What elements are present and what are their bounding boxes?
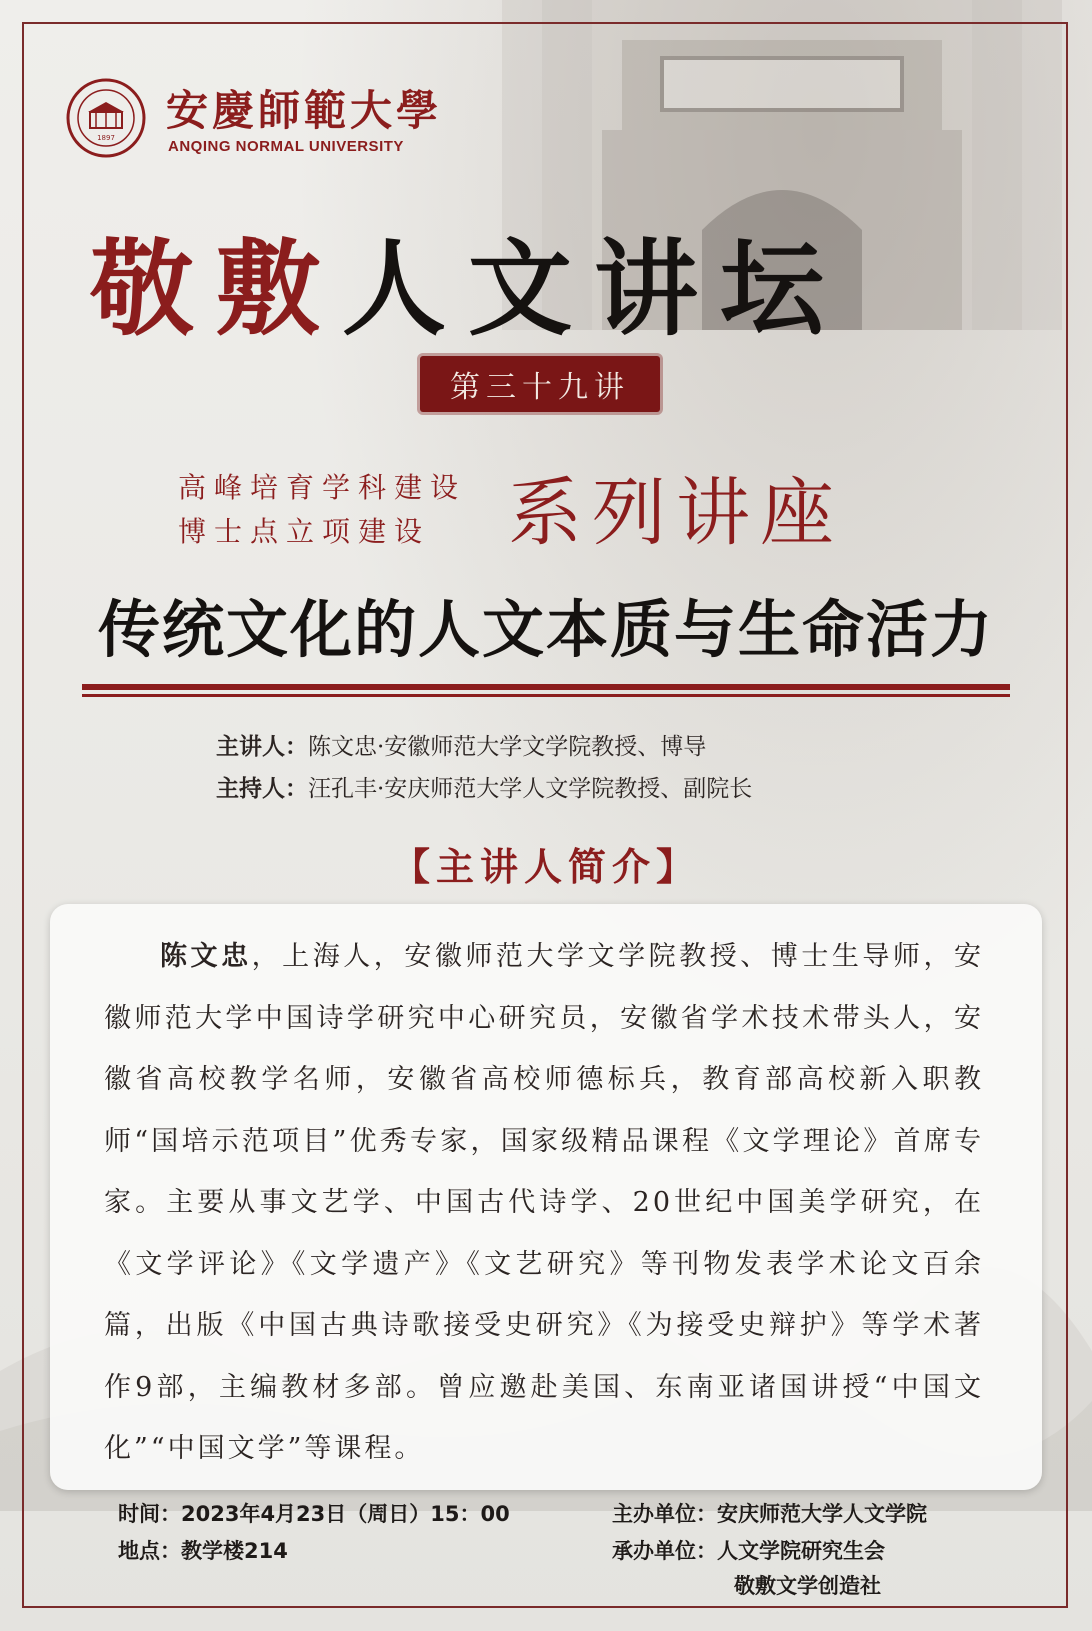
university-name-en: ANQING NORMAL UNIVERSITY xyxy=(168,138,404,155)
subtitle-line-1: 高峰培育学科建设 xyxy=(178,471,467,504)
event-place: 地点：教学楼214 xyxy=(118,1539,288,1563)
co-organizer-2: 敬敷文学创造社 xyxy=(734,1574,881,1598)
speaker-line xyxy=(216,728,706,761)
speaker-bio xyxy=(104,926,984,1480)
host-value: 汪孔丰·安庆师范大学人文学院教授、副院长 xyxy=(308,776,753,802)
logo-year: 1897 xyxy=(97,134,115,142)
bio-name: 陈文忠 xyxy=(160,941,252,972)
series-title: 系列讲座 xyxy=(508,470,844,556)
forum-title-red: 敬敷 xyxy=(90,227,343,350)
speaker-value: 陈文忠·安徽师范大学文学院教授、博导 xyxy=(308,734,707,760)
co-organizer-1: 承办单位：人文学院研究生会 xyxy=(612,1539,885,1563)
host-label: 主持人： xyxy=(216,776,308,802)
forum-title-black: 人文讲坛 xyxy=(342,227,847,350)
divider-thick xyxy=(82,684,1010,690)
lecture-number-badge: 第三十九讲 xyxy=(420,356,660,412)
speaker-intro-heading: 【主讲人简介】 xyxy=(391,845,700,889)
bio-text: ，上海人，安徽师范大学文学院教授、博士生导师，安徽师范大学中国诗学研究中心研究员，安徽省学术技术带头人，安徽省高校教学名师，安徽省高校师德标兵，教育部高校新入职教师“国培示范项目”优秀专家，国家级精品课程《文学理论》首席专家。主要从事文艺学、中国古代诗学、20世纪中国美学研究，在《文学评论》《文学遗产》《文艺研究》等刊物发表学术论文百余篇，出版《中国古典诗歌接受史研究》《为接受史辩护》等学术著作9部，主编教材多部。曾应邀赴美国、东南亚诸国讲授“中国文化”“中国文学”等课程。 xyxy=(104,941,985,1464)
host-line xyxy=(216,770,752,803)
host-organization: 主办单位：安庆师范大学人文学院 xyxy=(612,1502,927,1526)
speaker-bio-card xyxy=(50,904,1042,1490)
event-time: 时间：2023年4月23日（周日）15：00 xyxy=(118,1502,510,1526)
forum-title xyxy=(90,205,1010,355)
divider-thin xyxy=(82,694,1010,697)
lecture-topic: 传统文化的人文本质与生命活力 xyxy=(97,593,994,666)
subtitle-line-2: 博士点立项建设 xyxy=(178,515,431,548)
university-name-cn: 安慶師範大學 xyxy=(166,86,443,135)
speaker-label: 主讲人： xyxy=(216,734,308,760)
university-seal-icon xyxy=(66,78,146,158)
series-subtitle xyxy=(178,466,466,554)
